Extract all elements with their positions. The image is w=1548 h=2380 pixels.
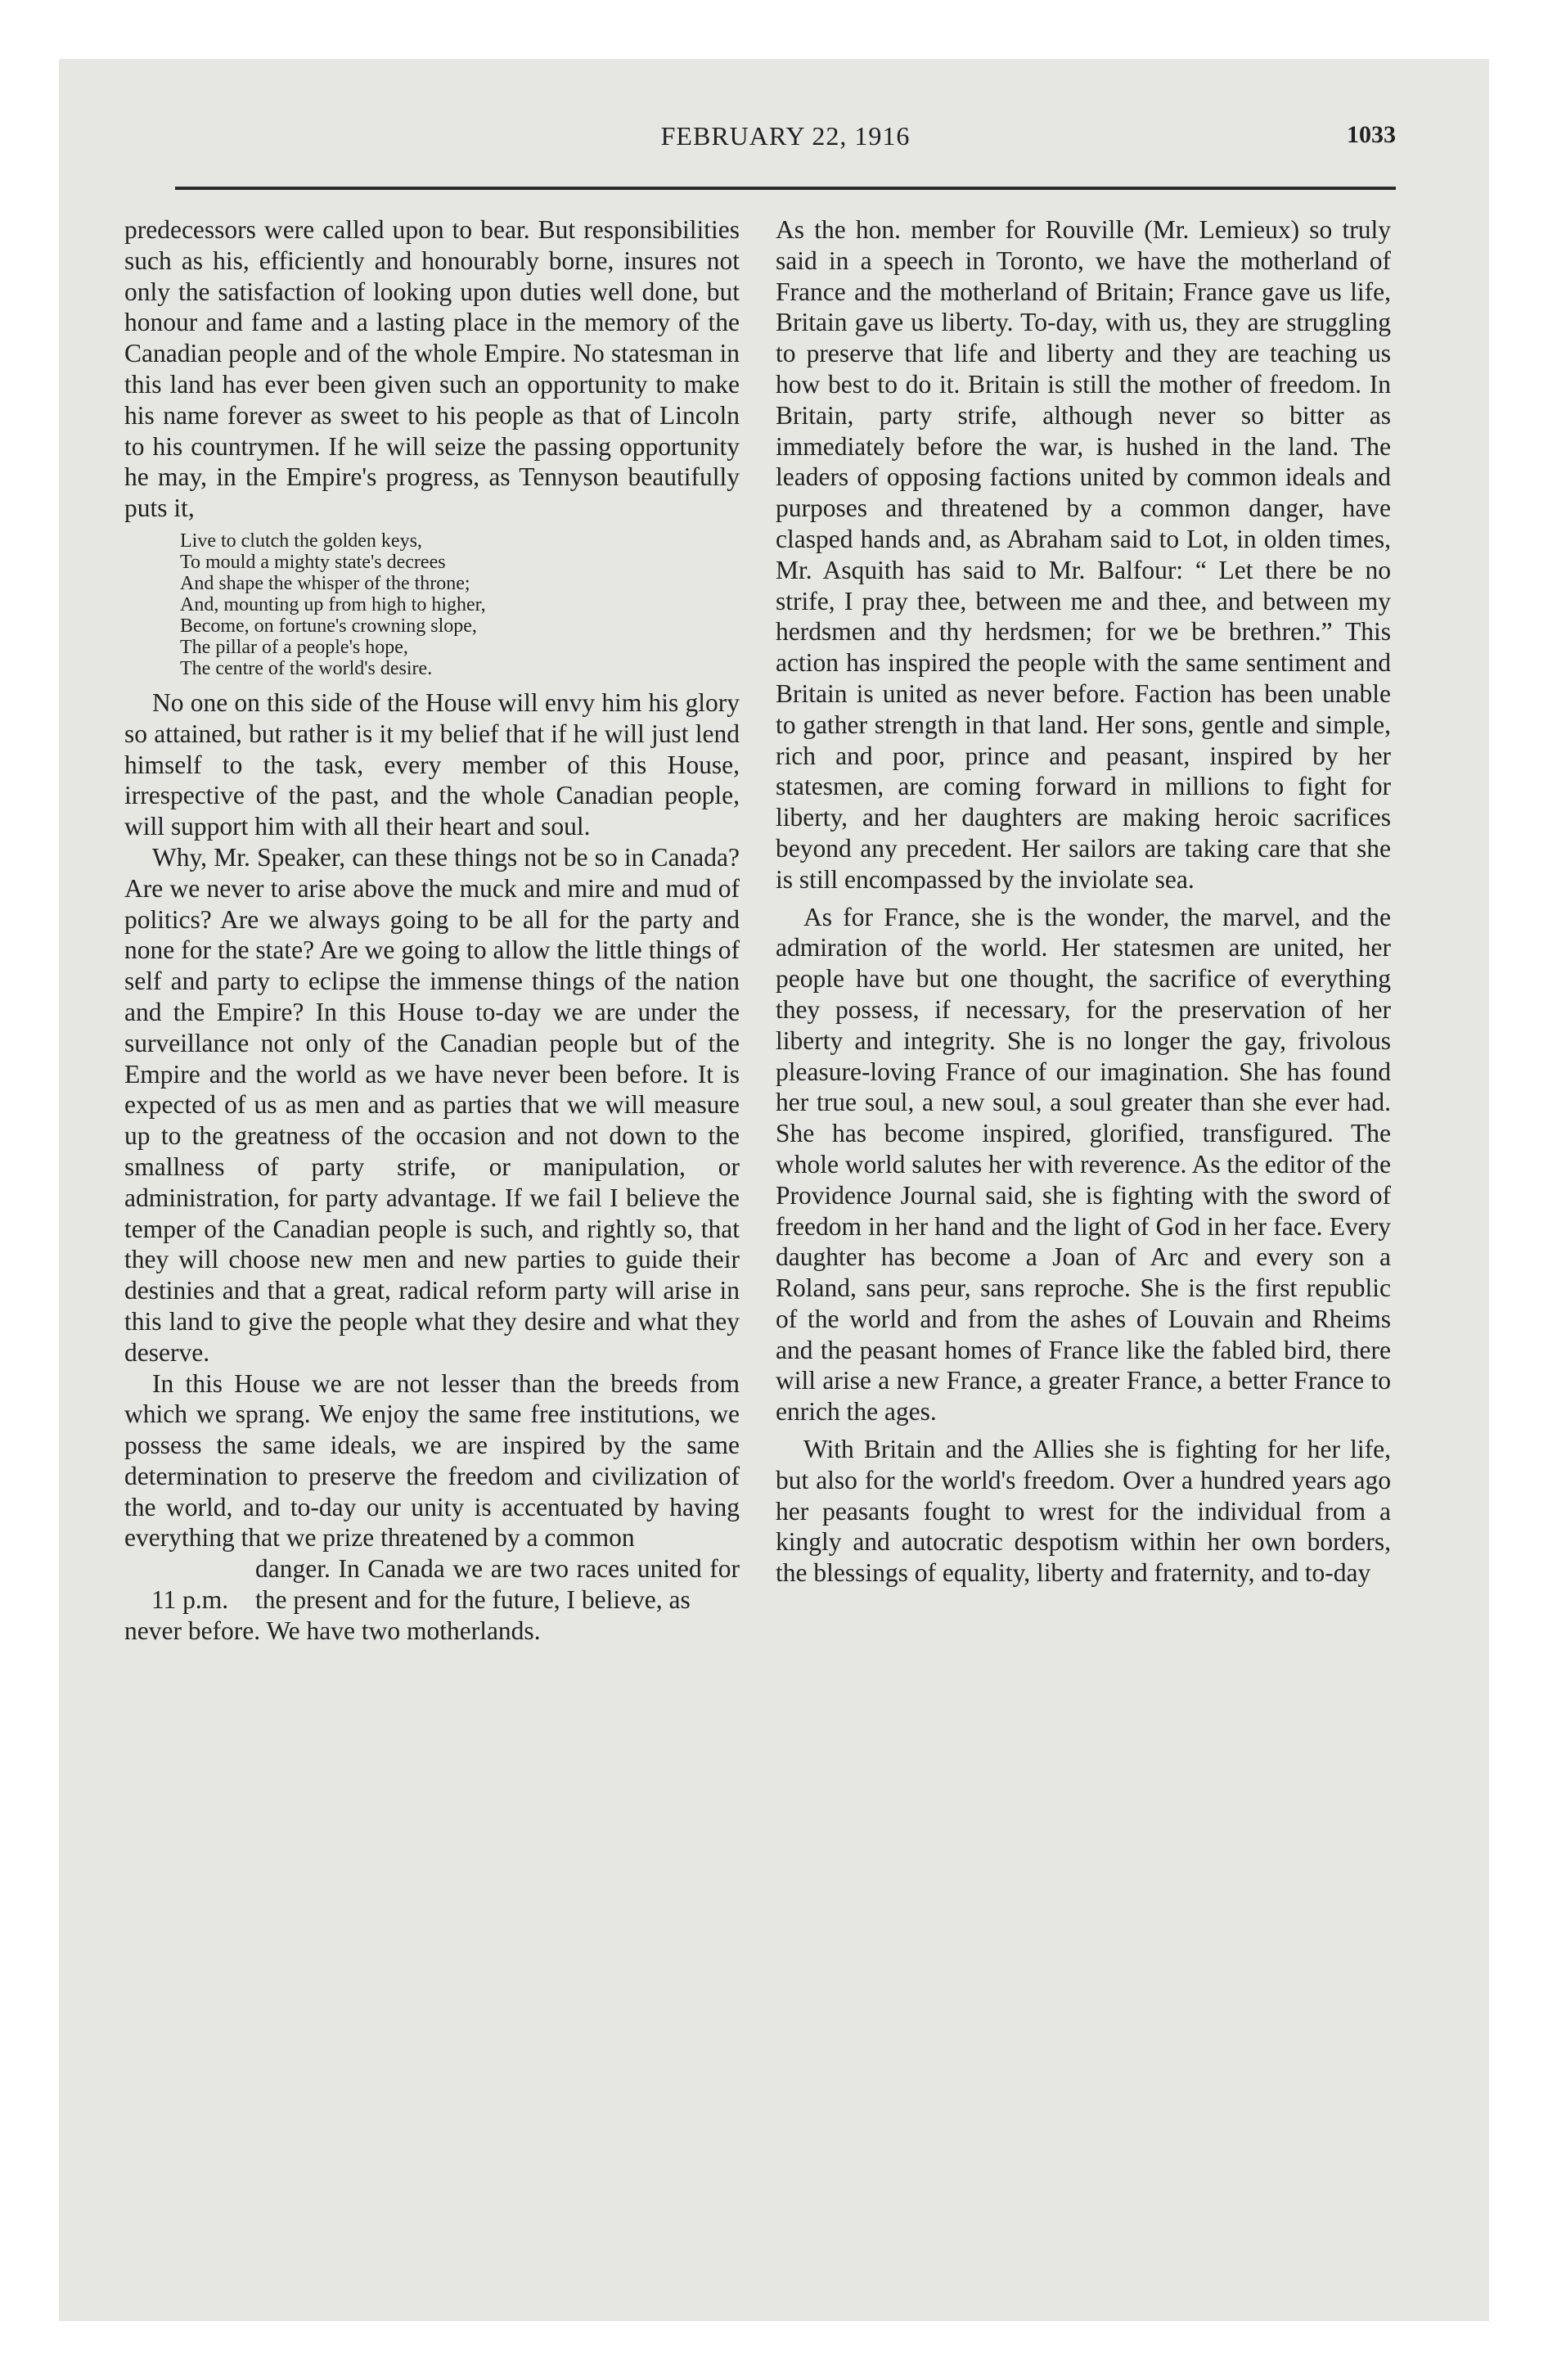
verse-line: To mould a mighty state's decrees [180, 551, 446, 573]
left-paragraph-3: Why, Mr. Speaker, can these things not be so in Canada? Are we never to arise above the muck and mire and mud of politics? Are we always going to be all for the party and none for the state? Are we going to allow the little things of self and party to eclipse the immense things of the nation and the Empire? In this House to-day we are under the surveillance not only of the Canadian people but of the Empire and the world as we have never been before. It is expected of us as men and as parties that we will measure up to the greatness of the occasion and not down to the smallness of party strife, or manipulation, or administration, for party advantage. If we fail I believe the temper of the Canadian people is such, and rightly so, that they will choose new men and new parties to guide their destinies and that a great, radical reform party will arise in this land to give the people what they desire and what they deserve. [124, 842, 740, 1367]
verse-line: Live to clutch the golden keys, [180, 530, 422, 552]
header-rule [175, 187, 1396, 190]
time-margin-note: 11 p.m. [151, 1585, 229, 1615]
verse-line: The centre of the world's desire. [180, 657, 433, 679]
tennyson-verse [180, 530, 740, 679]
left-paragraph-1: predecessors were called upon to bear. But responsibilities such as his, efficiently and honourably borne, insures not only the satisfaction of looking upon duties well done, but honour and fame and a lasting place in the memory of the Canadian people and of the whole Empire. No statesman in this land has ever been given such an opportunity to make his name forever as sweet to his people as that of Lincoln to his countrymen. If he will seize the passing opportunity he may, in the Empire's progress, as Tennyson beautifully puts it, [124, 215, 740, 523]
page-header [175, 121, 1396, 154]
header-page-number: 1033 [1347, 121, 1396, 148]
left-paragraph-4: In this House we are not lesser than the breeds from which we sprang. We enjoy the same free institutions, we possess the same ideals, we are inspired by the same determination to preserve the freedom and civilization of the world, and to-day our unity is accentuated by having everything that we prize threatened by a common [124, 1368, 740, 1553]
right-column [776, 214, 1391, 1589]
left-paragraph-2: No one on this side of the House will envy him his glory so attained, but rather is it my belief that if he will just lend himself to the task, every member of this House, irrespective of the past, and the whole Canadian people, will support him with all their heart and soul. [124, 687, 740, 841]
verse-line: Become, on fortune's crowning slope, [180, 615, 477, 637]
right-paragraph-3: With Britain and the Allies she is fighting for her life, but also for the world's freedom. Over a hundred years ago her peasants fought to wrest for the individual from a kingly and autocratic despotism within her own borders, the blessings of equality, liberty and fraternity, and to-day [776, 1435, 1391, 1588]
verse-line: The pillar of a people's hope, [180, 636, 408, 658]
margin-note-block [124, 1553, 740, 1616]
right-paragraph-1: As the hon. member for Rouville (Mr. Lemieux) so truly said in a speech in Toronto, we have the motherland of France and the motherland of Britain; France gave us life, Britain gave us liberty. To-day, with us, they are struggling to preserve that life and liberty and they are teaching us how best to do it. Britain is still the mother of freedom. In Britain, party strife, although never so bitter as immediately before the war, is hushed in the land. The leaders of opposing factions united by common ideals and purposes and threatened by a common danger, have clasped hands and, as Abraham said to Lot, in olden times, Mr. Asquith has said to Mr. Balfour: “ Let there be no strife, I pray thee, between me and thee, and between my herdsmen and thy herdsmen; for we be brethren.” This action has inspired the people with the same sentiment and Britain is united as never before. Faction has been unable to gather strength in that land. Her sons, gentle and simple, rich and poor, prince and peasant, inspired by her statesmen, are coming forward in millions to fight for liberty, and her daughters are making heroic sacrifices beyond any precedent. Her sailors are taking care that she is still encompassed by the inviolate sea. [776, 215, 1391, 894]
left-paragraph-4-end: never before. We have two motherlands. [124, 1616, 541, 1646]
verse-line: And, mounting up from high to higher, [180, 593, 486, 615]
left-column [124, 214, 740, 1647]
header-date: FEBRUARY 22, 1916 [660, 121, 911, 151]
verse-line: And shape the whisper of the throne; [180, 572, 470, 594]
right-paragraph-2: As for France, she is the wonder, the marvel, and the admiration of the world. Her statesmen are united, her people have but one thought, the sacrifice of everything they possess, if necessary, for the preservation of her liberty and integrity. She is no longer the gay, frivolous pleasure-loving France of our imagination. She has found her true soul, a new soul, a soul greater than she ever had. She has become inspired, glorified, transfigured. The whole world salutes her with reverence. As the editor of the Providence Journal said, she is fighting with the sword of freedom in her hand and the light of God in her face. Every daughter has become a Joan of Arc and every son a Roland, sans peur, sans reproche. She is the first republic of the world and from the ashes of Louvain and Rheims and the peasant homes of France like the fabled bird, there will arise a new France, a greater France, a better France to enrich the ages. [776, 902, 1391, 1427]
margin-paragraph: danger. In Canada we are two races united for the present and for the future, I believe, as [255, 1554, 740, 1615]
